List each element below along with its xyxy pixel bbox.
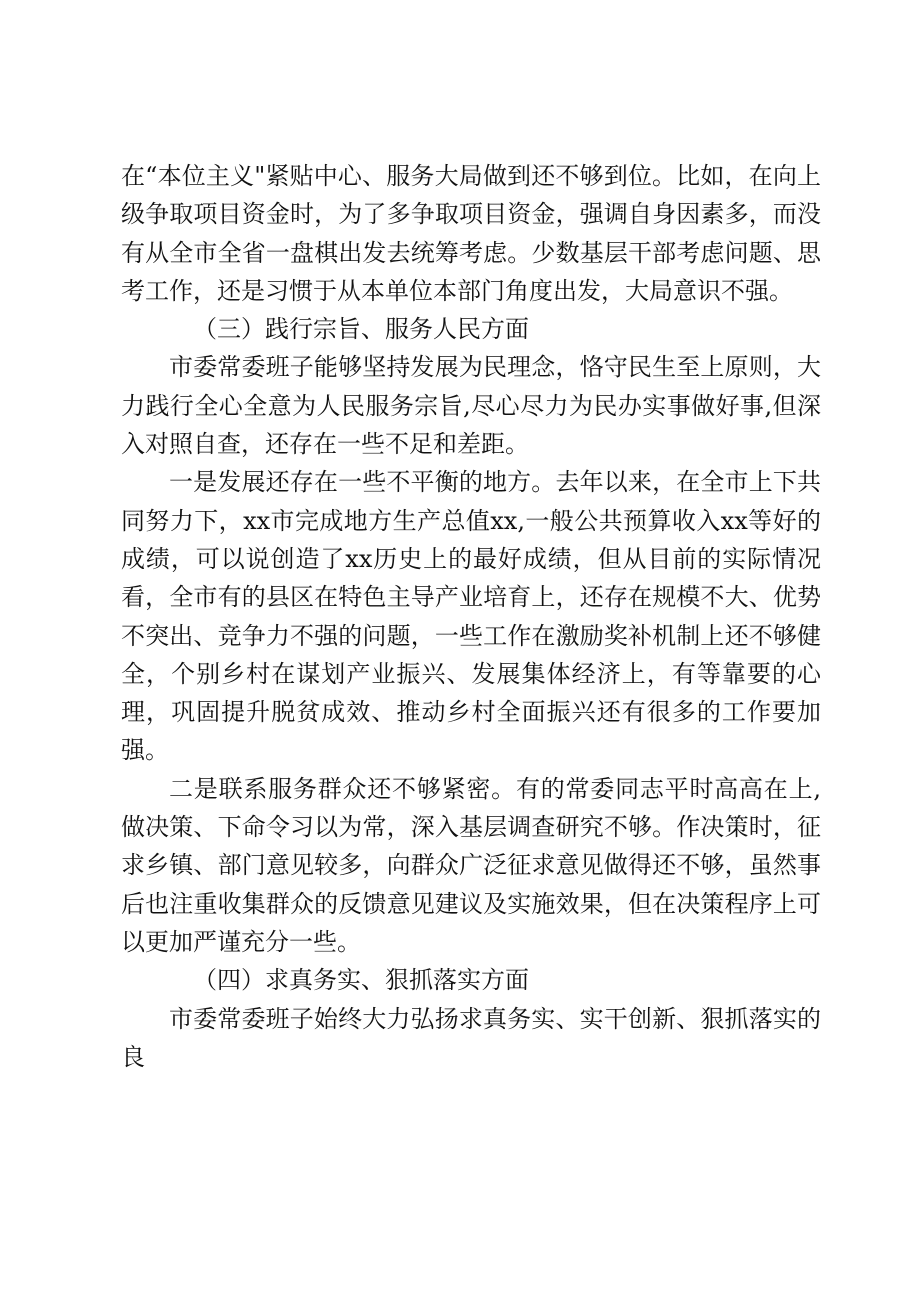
paragraph-intro-section-four: 市委常委班子始终大力弘扬求真务实、实干创新、狠抓落实的良: [121, 1004, 821, 1071]
paragraph-intro-section-three: 市委常委班子能够坚持发展为民理念，恪守民生至上原则，大力践行全心全意为人民服务宗旨,尽心尽力为民办实事做好事,但深入对照自查，还存在一些不足和差距。: [121, 353, 821, 459]
paragraph-point-two: 二是联系服务群众还不够紧密。有的常委同志平时高高在上,做决策、下命令习以为常，深入基层调查研究不够。作决策时，征求乡镇、部门意见较多，向群众广泛征求意见做得还不够，虽然事后也注重收集群众的反馈意见建议及实施效果，但在决策程序上可以更加严谨充分一些。: [121, 774, 821, 956]
document-body: [121, 157, 821, 1076]
paragraph-continuation: 在“本位主义"紧贴中心、服务大局做到还不够到位。比如，在向上级争取项目资金时，为了多争取项目资金，强调自身因素多，而没有从全市全省一盘棋出发去统筹考虑。少数基层干部考虑问题、思考工作，还是习惯于从本单位本部门角度出发，大局意识不强。: [121, 162, 821, 305]
section-heading-four: （四）求真务实、狠抓落实方面: [193, 966, 529, 995]
paragraph-point-one: 一是发展还存在一些不平衡的地方。去年以来，在全市上下共同努力下，xx市完成地方生产总值xx,一般公共预算收入xx等好的成绩，可以说创造了xx历史上的最好成绩，但从目前的实际情况看，全市有的县区在特色主导产业培育上，还存在规模不大、优势不突出、竞争力不强的问题，一些工作在激励奖补机制上还不够健全，个别乡村在谋划产业振兴、发展集体经济上，有等靠要的心理，巩固提升脱贫成效、推动乡村全面振兴还有很多的工作要加强。: [121, 468, 821, 765]
section-heading-three: （三）践行宗旨、服务人民方面: [193, 315, 529, 344]
